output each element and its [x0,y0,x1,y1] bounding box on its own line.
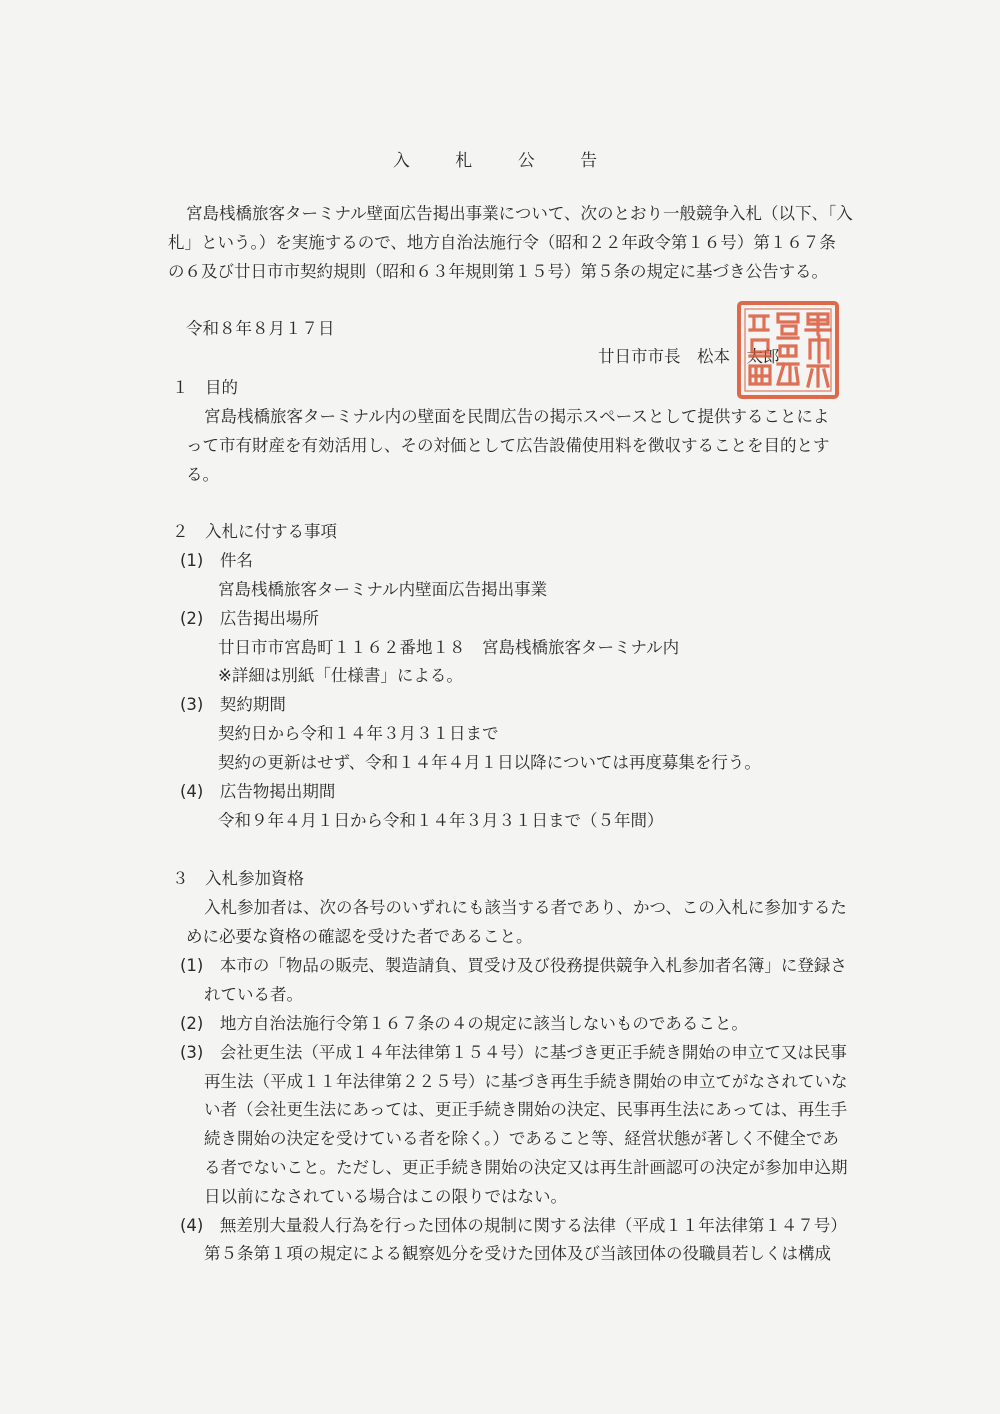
document-title: 入 札 公 告 [392,151,618,171]
section2-item2-label: (2) 広告掲出場所 [180,609,319,628]
section3-intro [186,893,847,951]
section3-item1-line: (1) 本市の「物品の販売、製造請負、買受け及び役務提供競争入札参加者名簿」に登録さ [180,956,847,975]
intro-line: 宮島桟橋旅客ターミナル壁面広告掲出事業について、次のとおり一般競争入札（以下、「入 [186,204,853,223]
section3-item3-line: る者でないこと。ただし、更正手続き開始の決定又は再生計画認可の決定が参加申込期 [204,1158,848,1177]
intro-line: 札」という。）を実施するので、地方自治法施行令（昭和２２年政令第１６号）第１６７条 [168,233,836,252]
intro-line: の６及び廿日市市契約規則（昭和６３年規則第１５号）第５条の規定に基づき公告する。 [168,262,828,281]
section3-item4-line: (4) 無差別大量殺人行為を行った団体の規制に関する法律（平成１１年法律第１４７号） [180,1216,847,1235]
section3-item3-line: い者（会社更生法にあっては、更正手続き開始の決定、民事再生法にあっては、再生手 [204,1100,848,1119]
section2-item4-label: (4) 広告物掲出期間 [180,782,336,801]
intro-paragraph [168,199,853,286]
section2-item2-note: ※詳細は別紙「仕様書」による。 [218,666,463,685]
section2-item3-label: (3) 契約期間 [180,695,286,714]
official-seal-icon [736,300,840,400]
section1-line: って市有財産を有効活用し、その対価として広告設備使用料を徴収することを目的とす [186,436,830,455]
section2-heading: ２ 入札に付する事項 [172,522,337,541]
notice-date: 令和８年８月１７日 [186,319,335,338]
section1-line: る。 [186,465,219,484]
section1-body [186,402,830,489]
section2-item3-note: 契約の更新はせず、令和１４年４月１日以降については再度募集を行う。 [218,753,761,772]
section3-item3-line: 日以前になされている場合はこの限りではない。 [204,1187,567,1206]
section2-item1-text: 宮島桟橋旅客ターミナル内壁面広告掲出事業 [218,580,548,599]
section3-item1-line: れている者。 [204,985,303,1004]
section2-item3-text: 契約日から令和１４年３月３１日まで [218,724,499,743]
signer-name: 廿日市市長 松本 太郎 [598,347,780,366]
section3-item3-line: 再生法（平成１１年法律第２２５号）に基づき再生手続き開始の申立てがなされていな [204,1072,848,1091]
section3-intro-line: 入札参加者は、次の各号のいずれにも該当する者であり、かつ、この入札に参加するた [204,898,847,917]
section2-item2-text: 廿日市市宮島町１１６２番地１８ 宮島桟橋旅客ターミナル内 [218,638,680,657]
section2-item4-text: 令和９年４月１日から令和１４年３月３１日まで（５年間） [218,811,664,830]
section1-heading: １ 目的 [172,378,238,397]
section2-item1-label: (1) 件名 [180,551,253,570]
section3-intro-line: めに必要な資格の確認を受けた者であること。 [186,927,533,946]
section3-item3-line: (3) 会社更生法（平成１４年法律第１５４号）に基づき更正手続き開始の申立て又は民事 [180,1043,847,1062]
section3-heading: ３ 入札参加資格 [172,869,304,888]
section3-item3-line: 続き開始の決定を受けている者を除く。）であること等、経営状態が著しく不健全であ [204,1129,839,1148]
section3-item4-line: 第５条第１項の規定による観察処分を受けた団体及び当該団体の役職員若しくは構成 [204,1244,831,1263]
section1-line: 宮島桟橋旅客ターミナル内の壁面を民間広告の掲示スペースとして提供することによ [204,407,830,426]
section3-item2-line: (2) 地方自治法施行令第１６７条の４の規定に該当しないものであること。 [180,1014,748,1033]
